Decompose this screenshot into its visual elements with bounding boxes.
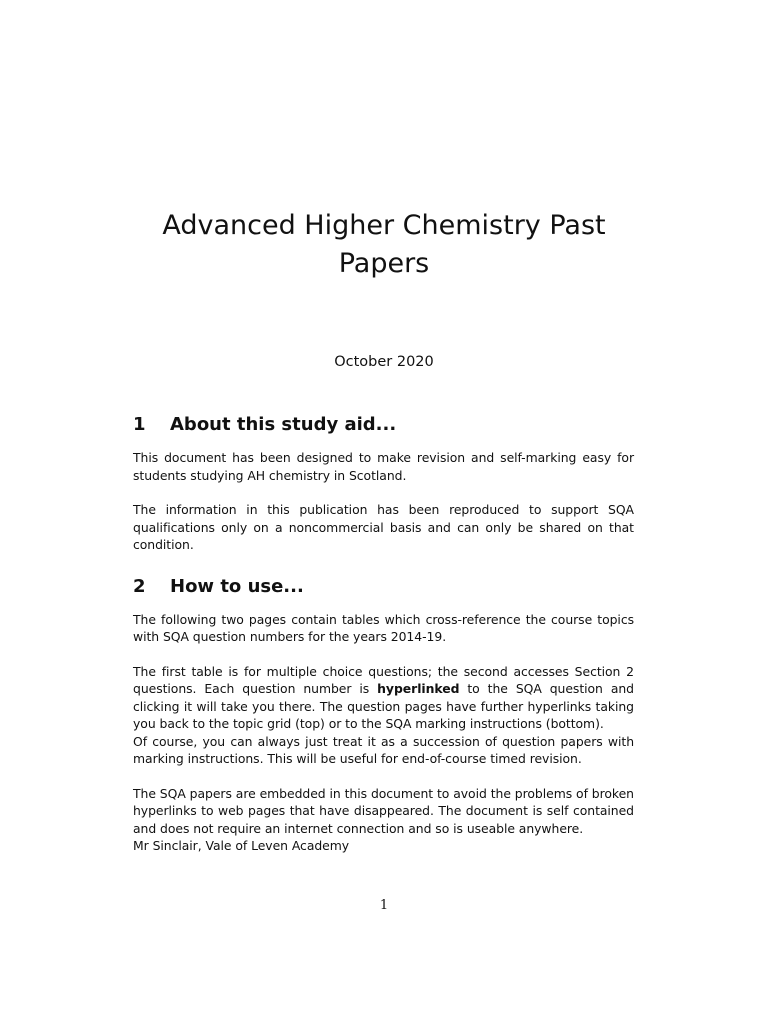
title-line-1: Advanced Higher Chemistry Past <box>162 210 606 241</box>
paragraph-purpose: This document has been designed to make revision and self-marking easy for students studying AH chemistry in Scotland. <box>133 450 634 483</box>
paragraph-hyperlinks <box>133 663 634 733</box>
section-number: 1 <box>133 414 146 435</box>
document-title <box>0 207 768 283</box>
paragraph-text: The first table is for multiple choice questions; the second accesses Section 2 questions. Each question number is <box>133 663 634 696</box>
paragraph-timed-revision: Of course, you can always just treat it as a succession of question papers with marking instructions. This will be useful for end-of-course timed revision. <box>133 733 634 766</box>
document-body <box>133 412 634 855</box>
hyperlinked-emphasis: hyperlinked <box>377 681 460 696</box>
document-date: October 2020 <box>334 354 434 370</box>
paragraph-tables: The following two pages contain tables which cross-reference the course topics with SQA question numbers for the years 2014-19. <box>133 611 634 644</box>
page-number: 1 <box>379 898 389 913</box>
section-title: About this study aid... <box>170 414 397 435</box>
section-heading-about <box>133 412 634 438</box>
paragraph-copyright: The information in this publication has been reproduced to support SQA qualifications only on a noncommercial basis and can only be shared on that condition. <box>133 502 634 552</box>
title-line-2: Papers <box>338 248 430 279</box>
section-title: How to use... <box>170 575 304 597</box>
section-heading-how-to-use <box>133 574 634 600</box>
paragraph-embedded-papers: The SQA papers are embedded in this document to avoid the problems of broken hyperlinks to web pages that have disappeared. The document is self contained and does not require an internet connection and so is useable anywhere. <box>133 785 634 836</box>
paragraph-text: to the SQA question and clicking it will take you there. The question pages have further hyperlinks taking you back to the topic grid (top) or to the SQA marking instructions (bottom). <box>133 681 634 731</box>
section-number: 2 <box>133 575 146 597</box>
author-signature: Mr Sinclair, Vale of Leven Academy <box>133 838 350 853</box>
